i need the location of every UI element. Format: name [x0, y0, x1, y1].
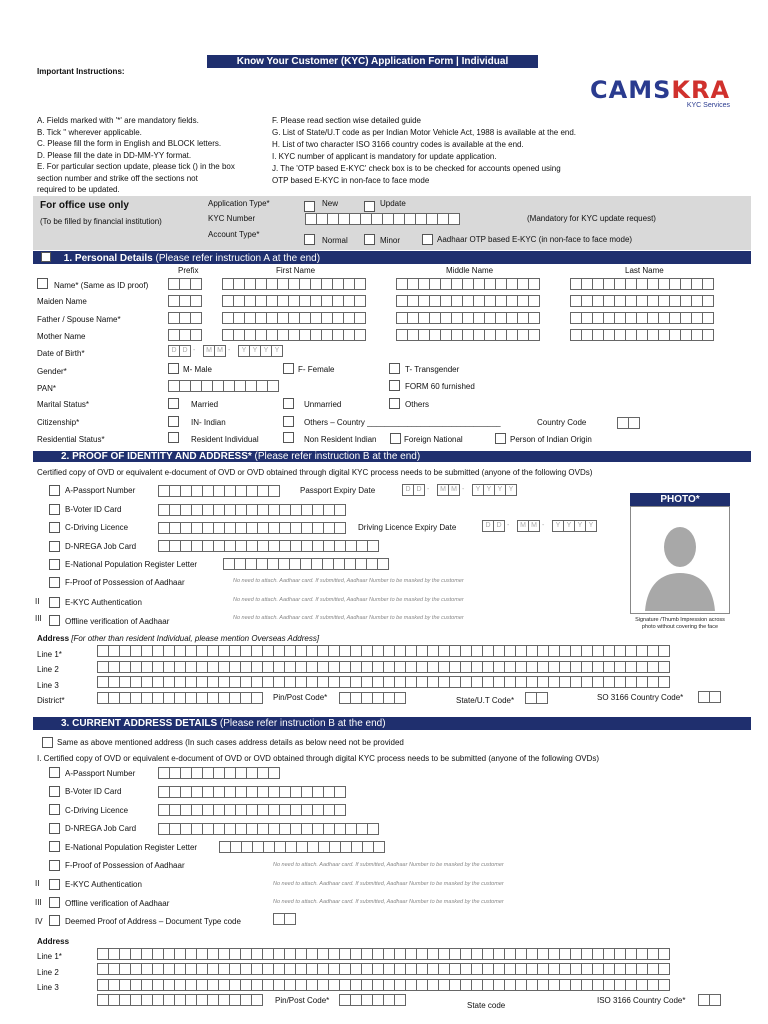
input-cell[interactable]: [394, 994, 406, 1006]
dl-checkbox[interactable]: [49, 522, 60, 533]
first-name-cells-row1[interactable]: [222, 295, 365, 307]
dl-expiry-yy[interactable]: [552, 520, 596, 532]
passport-cells[interactable]: [158, 485, 279, 497]
residential-status-label: Residential Status*: [37, 435, 105, 444]
first-name-cells-row0[interactable]: [222, 278, 365, 290]
dl-expiry-label: Driving Licence Expiry Date: [358, 523, 457, 532]
dob-separator: -: [193, 347, 196, 354]
npr-label: E-National Population Register Letter: [65, 560, 198, 569]
new-checkbox[interactable]: [304, 201, 315, 212]
addr2-line3-cells[interactable]: [97, 979, 669, 991]
s3-aadhaar-checkbox[interactable]: [49, 860, 60, 871]
kyc-mandatory-note: (Mandatory for KYC update request): [527, 214, 656, 223]
dl-expiry-separator: -: [542, 522, 545, 529]
minor-label: Minor: [380, 236, 401, 245]
section-1-hint: (Please refer instruction A at the end): [155, 253, 321, 264]
addr1-pin-cells[interactable]: [339, 692, 405, 704]
s3-address-label: Address: [37, 937, 70, 946]
last-name-cells-row3[interactable]: [570, 329, 713, 341]
input-cell[interactable]: [702, 312, 714, 324]
normal-checkbox[interactable]: [304, 234, 315, 245]
married-label: Married: [191, 400, 219, 409]
input-cell[interactable]: [658, 676, 670, 688]
nri-checkbox[interactable]: [283, 432, 294, 443]
s3-passport-cells[interactable]: [158, 767, 279, 779]
s3-deemed-checkbox[interactable]: [49, 915, 60, 926]
last-name-cells-row0[interactable]: [570, 278, 713, 290]
s3-aadhaar-note: No need to attach. Aadhaar card. If submitted, Aadhaar Number to be masked by the customer: [273, 862, 504, 868]
pio-label: Person of Indian Origin: [510, 435, 592, 444]
dob-yy[interactable]: [238, 345, 282, 357]
roman-iii: III: [35, 614, 42, 623]
input-cell[interactable]: Y: [574, 520, 586, 532]
s3-roman-ii: II: [35, 879, 40, 888]
instruction-left-6: required to be updated.: [37, 185, 120, 194]
input-cell[interactable]: [658, 948, 670, 960]
input-cell[interactable]: [334, 522, 346, 534]
logo-kra: KRA: [671, 76, 731, 104]
input-cell[interactable]: M: [517, 520, 529, 532]
instruction-left-3: D. Please fill the date in DD-MM-YY format.: [37, 150, 192, 160]
input-cell[interactable]: D: [402, 484, 414, 496]
s3-voter-label: B-Voter ID Card: [65, 787, 122, 796]
s3-ekyc-checkbox[interactable]: [49, 879, 60, 890]
logo-cams: CAMS: [590, 76, 672, 104]
nrega-checkbox[interactable]: [49, 541, 60, 552]
input-cell[interactable]: [709, 691, 721, 703]
s3-dl-label: C-Driving Licence: [65, 806, 129, 815]
update-checkbox[interactable]: [364, 201, 375, 212]
input-cell[interactable]: [190, 295, 202, 307]
input-cell[interactable]: D: [413, 484, 425, 496]
dl-expiry-separator: -: [507, 522, 510, 529]
prefix-cells-row2[interactable]: [168, 312, 201, 324]
input-cell[interactable]: Y: [505, 484, 517, 496]
first-name-cells-row3[interactable]: [222, 329, 365, 341]
unmarried-label: Unmarried: [304, 400, 342, 409]
addr2-district-cells[interactable]: [97, 994, 262, 1006]
input-cell[interactable]: [658, 661, 670, 673]
female-checkbox[interactable]: [283, 363, 294, 374]
section-2-hint: (Please refer instruction B at the end): [254, 451, 421, 462]
input-cell[interactable]: [702, 278, 714, 290]
address-hint: [37, 634, 319, 643]
s3-iso-label: ISO 3166 Country Code*: [597, 996, 686, 1005]
person-silhouette-icon: [631, 507, 729, 613]
passport-label: A-Passport Number: [65, 486, 136, 495]
input-cell[interactable]: [394, 692, 406, 704]
resident-checkbox[interactable]: [168, 432, 179, 443]
input-cell[interactable]: Y: [249, 345, 261, 357]
prefix-cells-row3[interactable]: [168, 329, 201, 341]
line1-label: Line 1*: [37, 650, 62, 659]
addr1-line2-cells[interactable]: [97, 661, 669, 673]
input-cell[interactable]: [528, 329, 540, 341]
s3-nrega-checkbox[interactable]: [49, 823, 60, 834]
input-cell[interactable]: [251, 994, 263, 1006]
addr1-line3-cells[interactable]: [97, 676, 669, 688]
dob-mm[interactable]: [203, 345, 225, 357]
ekyc-label: E-KYC Authentication: [65, 598, 142, 607]
account-type-label: Account Type*: [208, 230, 260, 239]
s3-dl-cells[interactable]: [158, 804, 345, 816]
update-label: Update: [380, 199, 406, 208]
addr2-pin-cells[interactable]: [339, 994, 405, 1006]
new-label: New: [322, 199, 339, 208]
form-title: Know Your Customer (KYC) Application Form | Individual: [207, 55, 538, 68]
section-3-intro: I. Certified copy of OVD or equivalent e-document of OVD or OVD obtained through digital KYC process needs to be submitted (anyone of the following OVDs): [37, 754, 600, 763]
s3-line3-label: Line 3: [37, 983, 59, 992]
form60-checkbox[interactable]: [389, 380, 400, 391]
passport-expiry-dd[interactable]: [402, 484, 424, 496]
passport-expiry-separator: -: [462, 486, 465, 493]
pan-label: PAN*: [37, 384, 56, 393]
minor-checkbox[interactable]: [364, 234, 375, 245]
logo-subtitle: KYC Services: [686, 102, 731, 109]
s3-line1-label: Line 1*: [37, 952, 62, 961]
aadhaar-otp-checkbox[interactable]: [422, 234, 433, 245]
photo-box[interactable]: [630, 506, 730, 614]
addr1-district-cells[interactable]: [97, 692, 262, 704]
offline-checkbox[interactable]: [49, 615, 60, 626]
first-name-header: First Name: [276, 266, 316, 275]
input-cell[interactable]: [190, 329, 202, 341]
section-3-header: [33, 717, 751, 730]
voter-checkbox[interactable]: [49, 504, 60, 515]
input-cell[interactable]: [354, 278, 366, 290]
s3-deemed-label: Deemed Proof of Address – Document Type code: [65, 917, 241, 926]
input-cell[interactable]: [354, 312, 366, 324]
instruction-right-4: J. The 'OTP based E-KYC' check box is to be checked for accounts opened using: [272, 164, 561, 173]
s3-offline-checkbox[interactable]: [49, 897, 60, 908]
office-use-heading: For office use only: [40, 200, 129, 211]
male-checkbox[interactable]: [168, 363, 179, 374]
nrega-label: D-NREGA Job Card: [65, 542, 137, 551]
kyc-number-cells[interactable]: [305, 213, 459, 225]
section-2-intro: Certified copy of OVD or equivalent e-document of OVD or OVD obtained through digital KYC process needs to be submitted (anyone of the following OVDs): [37, 468, 593, 477]
instruction-right-2: H. List of two character ISO 3166 country codes is available at the end.: [272, 140, 524, 149]
ekyc-checkbox[interactable]: [49, 597, 60, 608]
office-use-sub: (To be filled by financial institution): [40, 217, 162, 226]
s3-npr-checkbox[interactable]: [49, 841, 60, 852]
passport-checkbox[interactable]: [49, 485, 60, 496]
input-cell[interactable]: [658, 645, 670, 657]
input-cell[interactable]: [709, 994, 721, 1006]
dl-label: C-Driving Licence: [65, 523, 129, 532]
voter-cells[interactable]: [158, 504, 345, 516]
instruction-left-4: E. For particular section update, please tick () in the box: [37, 162, 235, 171]
input-cell[interactable]: [267, 380, 279, 392]
s3-npr-label: E-National Population Register Letter: [65, 843, 198, 852]
input-cell[interactable]: M: [203, 345, 215, 357]
foreign-national-checkbox[interactable]: [390, 433, 401, 444]
last-name-header: Last Name: [625, 266, 664, 275]
married-checkbox[interactable]: [168, 398, 179, 409]
s3-dl-checkbox[interactable]: [49, 804, 60, 815]
middle-name-cells-row2[interactable]: [396, 312, 539, 324]
instruction-right-0: F. Please read section wise detailed guide: [272, 116, 421, 125]
instruction-right-1: G. List of State/U.T code as per Indian Motor Vehicle Act, 1988 is available at the end.: [272, 128, 577, 137]
important-instructions-label: Important Instructions:: [37, 67, 125, 76]
aadhaar-checkbox[interactable]: [49, 577, 60, 588]
input-cell[interactable]: Y: [260, 345, 272, 357]
input-cell[interactable]: [334, 804, 346, 816]
address-hint-text: [For other than resident Individual, please mention Overseas Address]: [71, 634, 320, 643]
maiden-name-label: Maiden Name: [37, 297, 87, 306]
aadhaar-label: F-Proof of Possession of Aadhaar: [65, 578, 185, 587]
last-name-cells-row2[interactable]: [570, 312, 713, 324]
indian-checkbox[interactable]: [168, 416, 179, 427]
nri-label: Non Resident Indian: [304, 435, 377, 444]
iso-label: SO 3166 Country Code*: [597, 693, 684, 702]
unmarried-checkbox[interactable]: [283, 398, 294, 409]
input-cell[interactable]: Y: [552, 520, 564, 532]
passport-expiry-yy[interactable]: [472, 484, 516, 496]
input-cell[interactable]: [658, 963, 670, 975]
input-cell[interactable]: [367, 540, 379, 552]
middle-name-cells-row3[interactable]: [396, 329, 539, 341]
marital-status-label: Marital Status*: [37, 400, 90, 409]
female-label: F- Female: [298, 365, 335, 374]
input-cell[interactable]: [268, 485, 280, 497]
pio-checkbox[interactable]: [495, 433, 506, 444]
gender-label: Gender*: [37, 367, 67, 376]
input-cell[interactable]: [354, 329, 366, 341]
state-cells[interactable]: [525, 692, 547, 704]
s3-offline-label: Offline verification of Aadhaar: [65, 899, 170, 908]
address-label: Address: [37, 634, 70, 643]
input-cell[interactable]: D: [493, 520, 505, 532]
s3-npr-cells[interactable]: [219, 841, 384, 853]
instruction-left-2: C. Please fill the form in English and BLOCK letters.: [37, 139, 222, 148]
dob-separator: -: [228, 347, 231, 354]
npr-checkbox[interactable]: [49, 559, 60, 570]
middle-name-header: Middle Name: [446, 266, 494, 275]
name-label: Name* (Same as ID proof): [54, 281, 149, 290]
input-cell[interactable]: M: [214, 345, 226, 357]
input-cell[interactable]: [528, 278, 540, 290]
input-cell[interactable]: [658, 979, 670, 991]
input-cell[interactable]: D: [168, 345, 180, 357]
country-code-label: Country Code: [537, 418, 587, 427]
normal-label: Normal: [322, 236, 348, 245]
s3-state-label: State code: [467, 1001, 506, 1010]
voter-label: B-Voter ID Card: [65, 505, 122, 514]
input-cell[interactable]: Y: [494, 484, 506, 496]
passport-expiry-mm[interactable]: [437, 484, 459, 496]
last-name-cells-row1[interactable]: [570, 295, 713, 307]
input-cell[interactable]: [448, 213, 460, 225]
line2-label: Line 2: [37, 665, 59, 674]
input-cell[interactable]: [190, 278, 202, 290]
aadhaar-note: No need to attach. Aadhaar card. If submitted, Aadhaar Number to be masked by the customer: [233, 578, 464, 584]
form60-label: FORM 60 furnished: [405, 382, 475, 391]
foreign-national-label: Foreign National: [404, 435, 463, 444]
aadhaar-otp-label: Aadhaar OTP based E-KYC (in non-face to face mode): [437, 235, 633, 244]
indian-label: IN- Indian: [191, 418, 226, 427]
s3-iso-cells[interactable]: [698, 994, 720, 1006]
s3-aadhaar-label: F-Proof of Possession of Aadhaar: [65, 861, 185, 870]
s3-nrega-label: D-NREGA Job Card: [65, 824, 137, 833]
dob-dd[interactable]: [168, 345, 190, 357]
pin-label: Pin/Post Code*: [273, 693, 328, 702]
offline-note: No need to attach. Aadhaar card. If submitted, Aadhaar Number to be masked by the customer: [233, 615, 464, 621]
input-cell[interactable]: M: [437, 484, 449, 496]
section-1-header: [33, 251, 751, 264]
input-cell[interactable]: D: [482, 520, 494, 532]
prefix-header: Prefix: [178, 266, 199, 275]
input-cell[interactable]: Y: [238, 345, 250, 357]
roman-ii: II: [35, 597, 40, 606]
input-cell[interactable]: Y: [271, 345, 283, 357]
first-name-cells-row2[interactable]: [222, 312, 365, 324]
section-3-title: 3. CURRENT ADDRESS DETAILS: [61, 718, 218, 729]
dl-expiry-mm[interactable]: [517, 520, 539, 532]
resident-label: Resident Individual: [191, 435, 259, 444]
input-cell[interactable]: [190, 312, 202, 324]
dob-label: Date of Birth*: [37, 349, 85, 358]
s3-ekyc-label: E-KYC Authentication: [65, 880, 142, 889]
input-cell[interactable]: [268, 767, 280, 779]
ekyc-note: No need to attach. Aadhaar card. If submitted, Aadhaar Number to be masked by the customer: [233, 597, 464, 603]
input-cell[interactable]: M: [448, 484, 460, 496]
nrega-cells[interactable]: [158, 540, 378, 552]
input-cell[interactable]: D: [179, 345, 191, 357]
instruction-right-3: I. KYC number of applicant is mandatory for update application.: [272, 152, 497, 161]
s3-voter-checkbox[interactable]: [49, 786, 60, 797]
input-cell[interactable]: [702, 295, 714, 307]
s3-ekyc-note: No need to attach. Aadhaar card. If submitted, Aadhaar Number to be masked by the customer: [273, 881, 504, 887]
input-cell[interactable]: [373, 841, 385, 853]
s3-line2-label: Line 2: [37, 968, 59, 977]
addr2-line2-cells[interactable]: [97, 963, 669, 975]
s3-roman-iii: III: [35, 898, 42, 907]
transgender-checkbox[interactable]: [389, 363, 400, 374]
prefix-cells-row0[interactable]: [168, 278, 201, 290]
input-cell[interactable]: [702, 329, 714, 341]
others-marital-checkbox[interactable]: [389, 398, 400, 409]
s3-passport-checkbox[interactable]: [49, 767, 60, 778]
camskra-logo: [590, 76, 730, 109]
input-cell[interactable]: [528, 312, 540, 324]
father-name-label: Father / Spouse Name*: [37, 315, 121, 324]
npr-cells[interactable]: [223, 558, 388, 570]
s3-offline-note: No need to attach. Aadhaar card. If submitted, Aadhaar Number to be masked by the customer: [273, 899, 504, 905]
kyc-number-label: KYC Number: [208, 214, 256, 223]
others-country-checkbox[interactable]: [283, 416, 294, 427]
addr2-line1-cells[interactable]: [97, 948, 669, 960]
section-2-title: 2. PROOF OF IDENTITY AND ADDRESS*: [61, 451, 252, 462]
dl-cells[interactable]: [158, 522, 345, 534]
passport-expiry-label: Passport Expiry Date: [300, 486, 376, 495]
photo-header: PHOTO*: [630, 493, 730, 506]
input-cell[interactable]: M: [528, 520, 540, 532]
input-cell[interactable]: [367, 823, 379, 835]
input-cell[interactable]: Y: [585, 520, 597, 532]
s3-nrega-cells[interactable]: [158, 823, 378, 835]
input-cell[interactable]: Y: [472, 484, 484, 496]
passport-expiry-separator: -: [427, 486, 430, 493]
country-code-cells[interactable]: [617, 417, 639, 429]
same-address-checkbox[interactable]: [42, 737, 53, 748]
input-cell[interactable]: [628, 417, 640, 429]
input-cell[interactable]: [528, 295, 540, 307]
section-1-checkbox[interactable]: [41, 252, 51, 262]
district-label: District*: [37, 696, 65, 705]
input-cell[interactable]: [354, 295, 366, 307]
instruction-left-5: section number and strike off the sections not: [37, 173, 198, 183]
others-marital-label: Others: [405, 400, 430, 409]
input-cell[interactable]: [251, 692, 263, 704]
state-label: State/U.T Code*: [456, 696, 515, 705]
middle-name-cells-row0[interactable]: [396, 278, 539, 290]
transgender-label: T- Transgender: [405, 365, 460, 374]
input-cell[interactable]: Y: [483, 484, 495, 496]
mother-name-label: Mother Name: [37, 332, 86, 341]
iso-cells[interactable]: [698, 691, 720, 703]
s3-deemed-cells[interactable]: [273, 913, 295, 925]
input-cell[interactable]: [536, 692, 548, 704]
instruction-left-1: B. Tick '' wherever applicable.: [37, 127, 142, 137]
middle-name-cells-row1[interactable]: [396, 295, 539, 307]
section-2-header: [33, 451, 751, 462]
same-address-label: Same as above mentioned address (In such cases address details as below need not be provided: [57, 738, 404, 747]
photo-caption: Signature /Thumb Impression across photo without covering the face: [635, 617, 725, 630]
name-checkbox[interactable]: [37, 278, 48, 289]
application-type-label: Application Type*: [208, 199, 270, 208]
s3-voter-cells[interactable]: [158, 786, 345, 798]
input-cell[interactable]: [334, 504, 346, 516]
s3-roman-iv: IV: [35, 917, 43, 926]
instruction-left-0: A. Fields marked with '*' are mandatory fields.: [37, 116, 199, 125]
dl-expiry-dd[interactable]: [482, 520, 504, 532]
input-cell[interactable]: [334, 786, 346, 798]
input-cell[interactable]: Y: [563, 520, 575, 532]
offline-label: Offline verification of Aadhaar: [65, 617, 170, 626]
pan-cells[interactable]: [168, 380, 278, 392]
section-3-hint: (Please refer instruction B at the end): [219, 718, 386, 729]
addr1-line1-cells[interactable]: [97, 645, 669, 657]
male-label: M- Male: [183, 365, 212, 374]
citizenship-label: Citizenship*: [37, 418, 80, 427]
section-1-title: 1. Personal Details: [63, 253, 153, 264]
prefix-cells-row1[interactable]: [168, 295, 201, 307]
s3-pin-label: Pin/Post Code*: [275, 996, 330, 1005]
line3-label: Line 3: [37, 681, 59, 690]
input-cell[interactable]: [377, 558, 389, 570]
instruction-right-5: OTP based E-KYC in non-face to face mode: [272, 176, 430, 185]
input-cell[interactable]: [284, 913, 296, 925]
others-country-label: Others – Country ______________________________: [304, 418, 501, 427]
s3-passport-label: A-Passport Number: [65, 769, 136, 778]
